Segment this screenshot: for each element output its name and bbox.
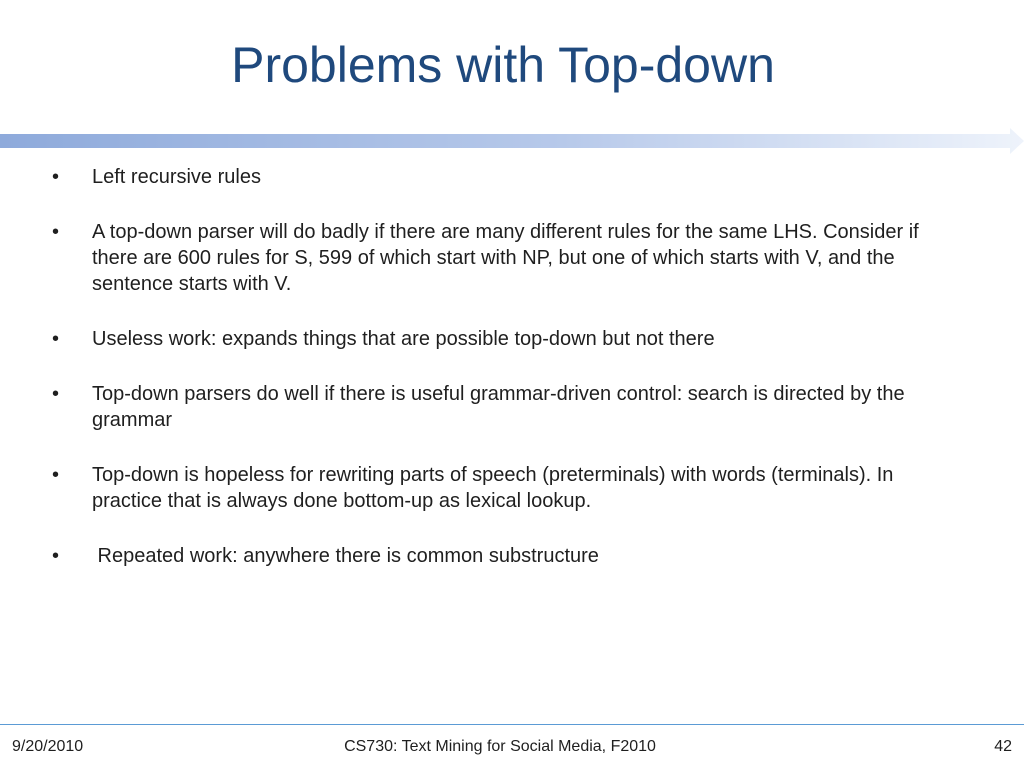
bullet-marker: • <box>52 464 60 486</box>
bullet-item <box>52 543 952 569</box>
bullet-marker: • <box>52 545 60 567</box>
footer-divider <box>0 724 1024 725</box>
bullet-text: Repeated work: anywhere there is common substructure <box>92 545 599 567</box>
footer-course-title: CS730: Text Mining for Social Media, F2010 <box>344 738 656 755</box>
slide-number: 42 <box>994 738 1012 755</box>
slide-title: Problems with Top-down <box>231 37 775 93</box>
bullet-marker: • <box>52 328 60 350</box>
bullet-text: Top-down parsers do well if there is useful grammar-driven control: search is directed by the grammar <box>92 383 905 431</box>
bullet-marker: • <box>52 383 60 405</box>
bullet-marker: • <box>52 166 60 188</box>
bullet-text: Left recursive rules <box>92 166 261 188</box>
bullet-item <box>52 326 952 352</box>
bullet-item <box>52 219 952 297</box>
bullet-item <box>52 381 952 433</box>
bullet-item <box>52 462 952 514</box>
bullet-marker: • <box>52 221 60 243</box>
title-underline-arrow <box>0 128 1024 154</box>
bullet-text: Useless work: expands things that are possible top-down but not there <box>92 328 715 350</box>
bullet-text: A top-down parser will do badly if there are many different rules for the same LHS. Consider if there are 600 rules for S, 599 of which start with NP, but one of which starts with V, and the sentence starts with V. <box>92 221 919 295</box>
bullet-item <box>52 164 952 190</box>
footer-date: 9/20/2010 <box>12 738 84 755</box>
bullet-text: Top-down is hopeless for rewriting parts of speech (preterminals) with words (terminals). In practice that is always done bottom-up as lexical lookup. <box>92 464 894 512</box>
bullet-list <box>52 164 952 598</box>
